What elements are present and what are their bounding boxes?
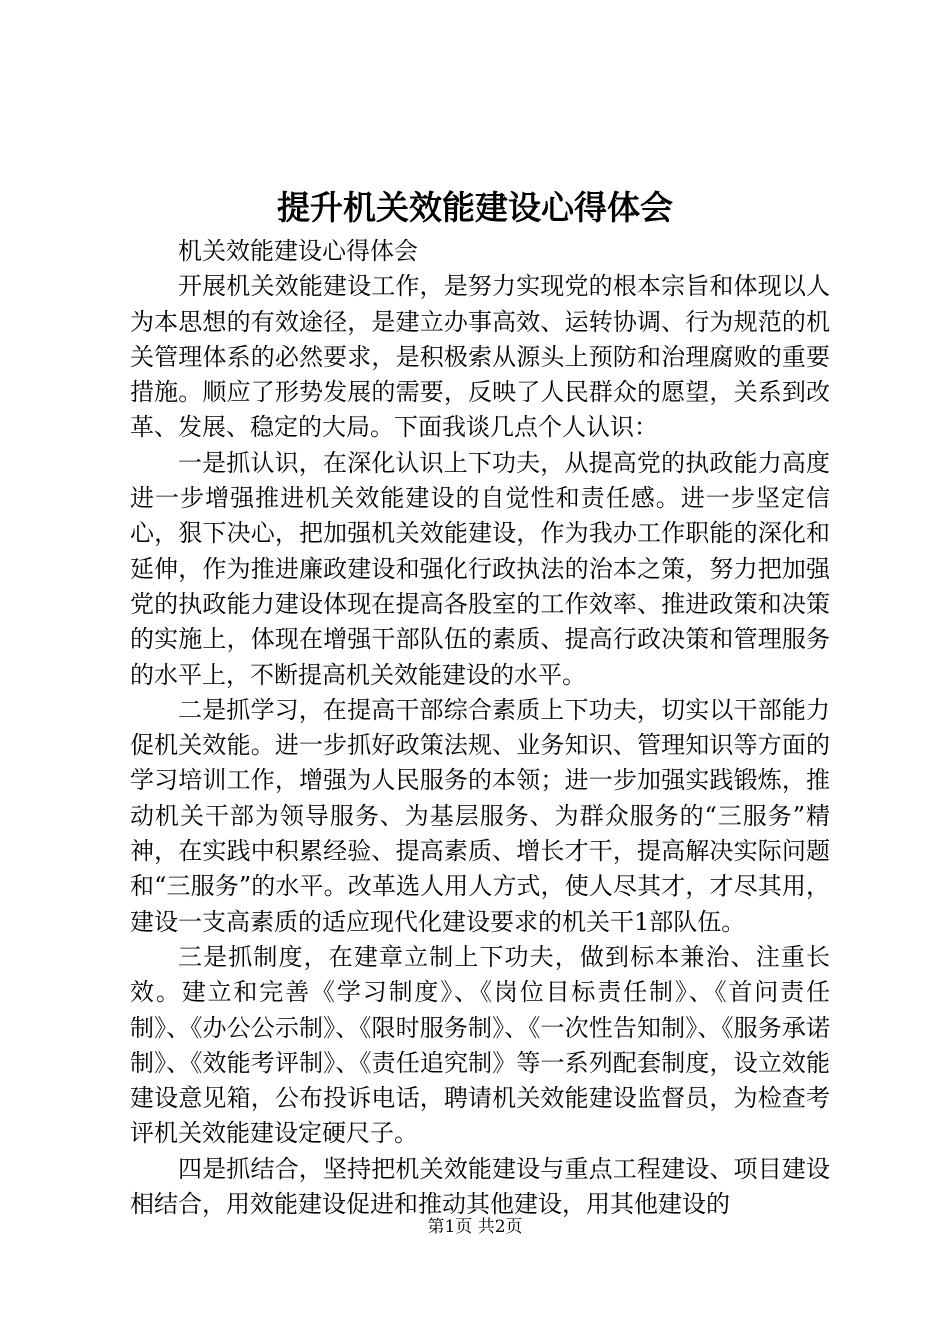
paragraph-point-4: 四是抓结合，坚持把机关效能建设与重点工程建设、项目建设相结合，用效能建设促进和推动其他建设，用其他建设的: [130, 1154, 830, 1219]
paragraph-intro: 开展机关效能建设工作，是努力实现党的根本宗旨和体现以人为本思想的有效途径，是建立办事高效、运转协调、行为规范的机关管理体系的必然要求，是积极索从源头上预防和治理腐败的重要措施。顺应了形势发展的需要，反映了人民群众的愿望，关系到改革、发展、稳定的大局。下面我谈几点个人认识：: [130, 272, 830, 442]
document-title: 提升机关效能建设心得体会: [277, 188, 673, 227]
paragraph-point-3: 三是抓制度，在建章立制上下功夫，做到标本兼治、注重长效。建立和完善《学习制度》、《岗位目标责任制》、《首问责任制》、《办公公示制》、《限时服务制》、《一次性告知制》、《服务承诺制》、《效能考评制》、《责任追究制》等一系列配套制度，设立效能建设意见箱，公布投诉电话，聘请机关效能建设监督员，为检查考评机关效能建设定硬尺子。: [130, 942, 830, 1148]
paragraph-subtitle: 机关效能建设心得体会: [178, 237, 418, 265]
document-body: [130, 234, 830, 1222]
page-number-footer: 第1页 共2页: [427, 1217, 523, 1237]
paragraph-point-2: 二是抓学习，在提高干部综合素质上下功夫，切实以干部能力促机关效能。进一步抓好政策法规、业务知识、管理知识等方面的学习培训工作，增强为人民服务的本领；进一步加强实践锻炼，推动机关干部为领导服务、为基层服务、为群众服务的“三服务”精神，在实践中积累经验、提高素质、增长才干，提高解决实际问题和“三服务”的水平。改革选人用人方式，使人尽其才，才尽其用，建设一支高素质的适应现代化建设要求的机关干1部队伍。: [130, 695, 830, 936]
paragraph-point-1: 一是抓认识，在深化认识上下功夫，从提高党的执政能力高度进一步增强推进机关效能建设的自觉性和责任感。进一步坚定信心，狠下决心，把加强机关效能建设，作为我办工作职能的深化和延伸，作为推进廉政建设和强化行政执法的治本之策，努力把加强党的执政能力建设体现在提高各股室的工作效率、推进政策和决策的实施上，体现在增强干部队伍的素质、提高行政决策和管理服务的水平上，不断提高机关效能建设的水平。: [130, 448, 830, 689]
